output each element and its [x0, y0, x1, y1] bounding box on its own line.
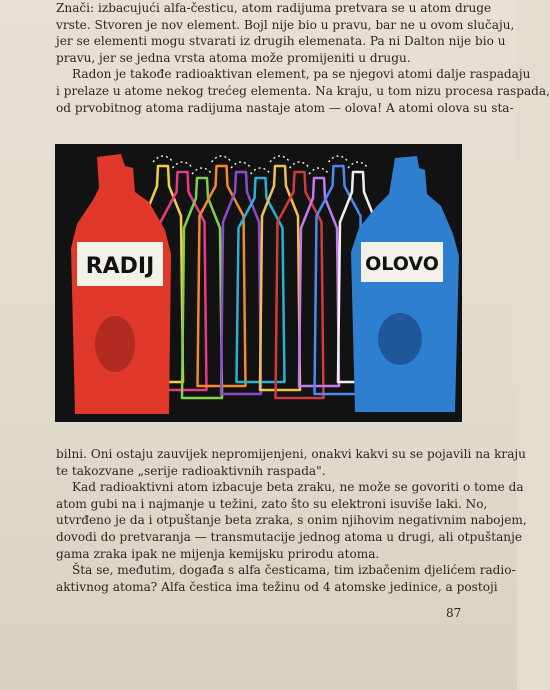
- dotted-wisp: [231, 162, 251, 168]
- dotted-wisp: [251, 168, 271, 174]
- text-line: Šta se, međutim, događa s alfa česticama, tim izbačenim djelićem radio-: [72, 563, 516, 578]
- top-paragraphs: [56, 0, 550, 116]
- radij-smudge: [95, 316, 135, 372]
- text-line: vrste. Stvoren je nov element. Bojl nije bio u pravu, bar ne u ovom slučaju,: [56, 17, 515, 32]
- text-line: bilni. Oni ostaju zauvijek nepromijenjeni, onakvi kakvi su se pojavili na kraju: [56, 447, 526, 461]
- text-line: gama zraka ipak ne mijenja kemijsku prirodu atoma.: [56, 546, 380, 561]
- text-line: Radon je takođe radioaktivan element, pa se njegovi atomi dalje raspadaju: [72, 67, 531, 82]
- text-line: jer se elementi mogu stvarati iz drugih elemenata. Pa ni Dalton nije bio u: [56, 34, 506, 49]
- dotted-wisp: [290, 162, 310, 168]
- radij-label: RADIJ: [85, 254, 155, 279]
- bottles-illustration: [55, 144, 462, 422]
- outline-bottle: [221, 172, 261, 394]
- text-line: dovodi do pretvaranja — transmutacije jednog atoma u drugi, ali otpuštanje: [56, 529, 522, 544]
- dotted-wisp: [173, 162, 193, 168]
- outline-bottles: [143, 156, 378, 398]
- olovo-smudge: [378, 313, 422, 365]
- dotted-wisp: [270, 156, 290, 162]
- text-line: aktivnog atoma? Alfa čestica ima težinu od 4 atomske jedinice, a postoji: [56, 579, 498, 594]
- dotted-wisp: [212, 156, 232, 162]
- text-line: pravu, jer se jedna vrsta atoma može promijeniti u drugu.: [56, 50, 411, 65]
- text-line: Znači: izbacujući alfa-česticu, atom radijuma pretvara se u atom druge: [56, 1, 492, 15]
- bottom-paragraphs: [56, 446, 527, 595]
- dotted-wisp: [348, 162, 368, 168]
- dotted-wisp: [153, 156, 173, 162]
- text-line: atom gubi na i najmanje u težini, zato što su elektroni isuviše laki. No,: [56, 496, 488, 511]
- text-line: te takozvane „serije radioaktivnih raspada".: [56, 463, 326, 478]
- text-line: Kad radioaktivni atom izbacuje beta zraku, ne može se govoriti o tome da: [72, 480, 524, 495]
- dotted-wisp: [309, 168, 329, 174]
- dotted-wisp: [329, 156, 349, 162]
- olovo-bottle: [351, 156, 459, 412]
- olovo-label: OLOVO: [365, 253, 439, 275]
- page-number: 87: [446, 606, 462, 620]
- dotted-wisp: [192, 168, 212, 174]
- text-line: i prelaze u atome nekog trećeg elementa. Na kraju, u tom nizu procesa raspada,: [56, 83, 550, 98]
- text-line: od prvobitnog atoma radijuma nastaje atom — olova! A atomi olova su sta-: [56, 100, 514, 115]
- bottles-svg: [55, 144, 462, 422]
- text-line: utvrđeno je da i otpuštanje beta zraka, s onim njihovim negativnim nabojem,: [56, 513, 527, 528]
